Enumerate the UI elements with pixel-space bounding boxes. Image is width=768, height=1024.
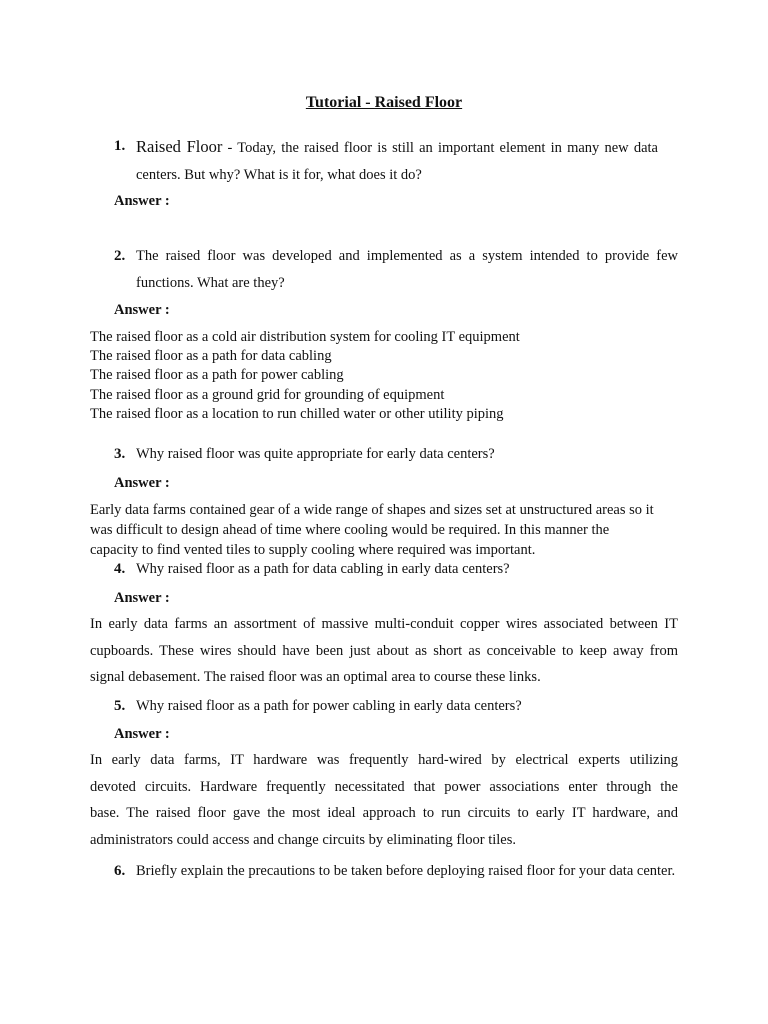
list-item: The raised floor as a cold air distribution system for cooling IT equipment [90,329,520,345]
answer-label-5: Answer : [114,726,170,742]
question-number: 1. [114,138,126,154]
list-item: The raised floor as a ground grid for grounding of equipment [90,386,445,403]
question-number: 2. [114,248,126,264]
paragraph-line: base. The raised floor gave the most ideal approach to run circuits to early IT hardware, and [90,805,678,821]
answer-4-paragraph [90,611,678,691]
answer-5-paragraph [90,747,678,853]
document-title: Tutorial - Raised Floor [305,94,463,111]
question-number: 3. [114,446,126,462]
question-text: Why raised floor as a path for data cabling in early data centers? [136,561,510,577]
paragraph-line: Early data farms contained gear of a wide range of shapes and sizes set at unstructured areas so it [90,502,654,518]
answer-2-list [90,328,520,424]
question-text: Why raised floor as a path for power cabling in early data centers? [136,698,522,714]
paragraph-line: administrators could access and change circuits by eliminating floor tiles. [90,831,517,848]
question-number: 6. [114,863,126,879]
paragraph-line: In early data farms, IT hardware was frequently hard-wired by electrical experts utilizing [90,752,678,768]
list-item: The raised floor as a path for power cabling [90,367,344,384]
paragraph-line: was difficult to design ahead of time where cooling would be required. In this manner the [90,522,610,538]
question-text: - Today, the raised floor is still an important element in many new data centers. But why? What is it for, what does it do? [136,140,658,183]
paragraph-line: signal debasement. The raised floor was an optimal area to course these links. [90,669,541,685]
question-number: 5. [114,698,126,714]
list-item: The raised floor as a location to run chilled water or other utility piping [90,405,504,422]
answer-label-3: Answer : [114,475,170,491]
paragraph-line: cupboards. These wires should have been just about as short as conceivable to keep away from [90,642,678,659]
question-5 [114,693,674,720]
answer-label-2: Answer : [114,302,170,318]
list-item: The raised floor as a path for data cabling [90,348,332,365]
question-lead: Raised Floor [136,137,223,156]
answer-label-4: Answer : [114,590,170,606]
question-6 [114,858,678,885]
question-3 [114,441,674,468]
question-text: Briefly explain the precautions to be taken before deploying raised floor for your data center. [136,863,676,879]
answer-3-paragraph [90,500,654,560]
question-2 [114,243,678,297]
question-text: The raised floor was developed and implemented as a system intended to provide few functions. What are they? [136,248,678,291]
question-1 [114,133,658,189]
paragraph-line: capacity to find vented tiles to supply cooling where required was important. [90,542,536,558]
paragraph-line: devoted circuits. Hardware frequently necessitated that power associations enter through the [90,778,678,795]
question-4 [114,556,674,583]
question-text: Why raised floor was quite appropriate for early data centers? [136,446,495,462]
paragraph-line: In early data farms an assortment of massive multi-conduit copper wires associated between IT [90,616,678,632]
answer-label-1: Answer : [114,193,170,209]
question-number: 4. [114,561,126,577]
